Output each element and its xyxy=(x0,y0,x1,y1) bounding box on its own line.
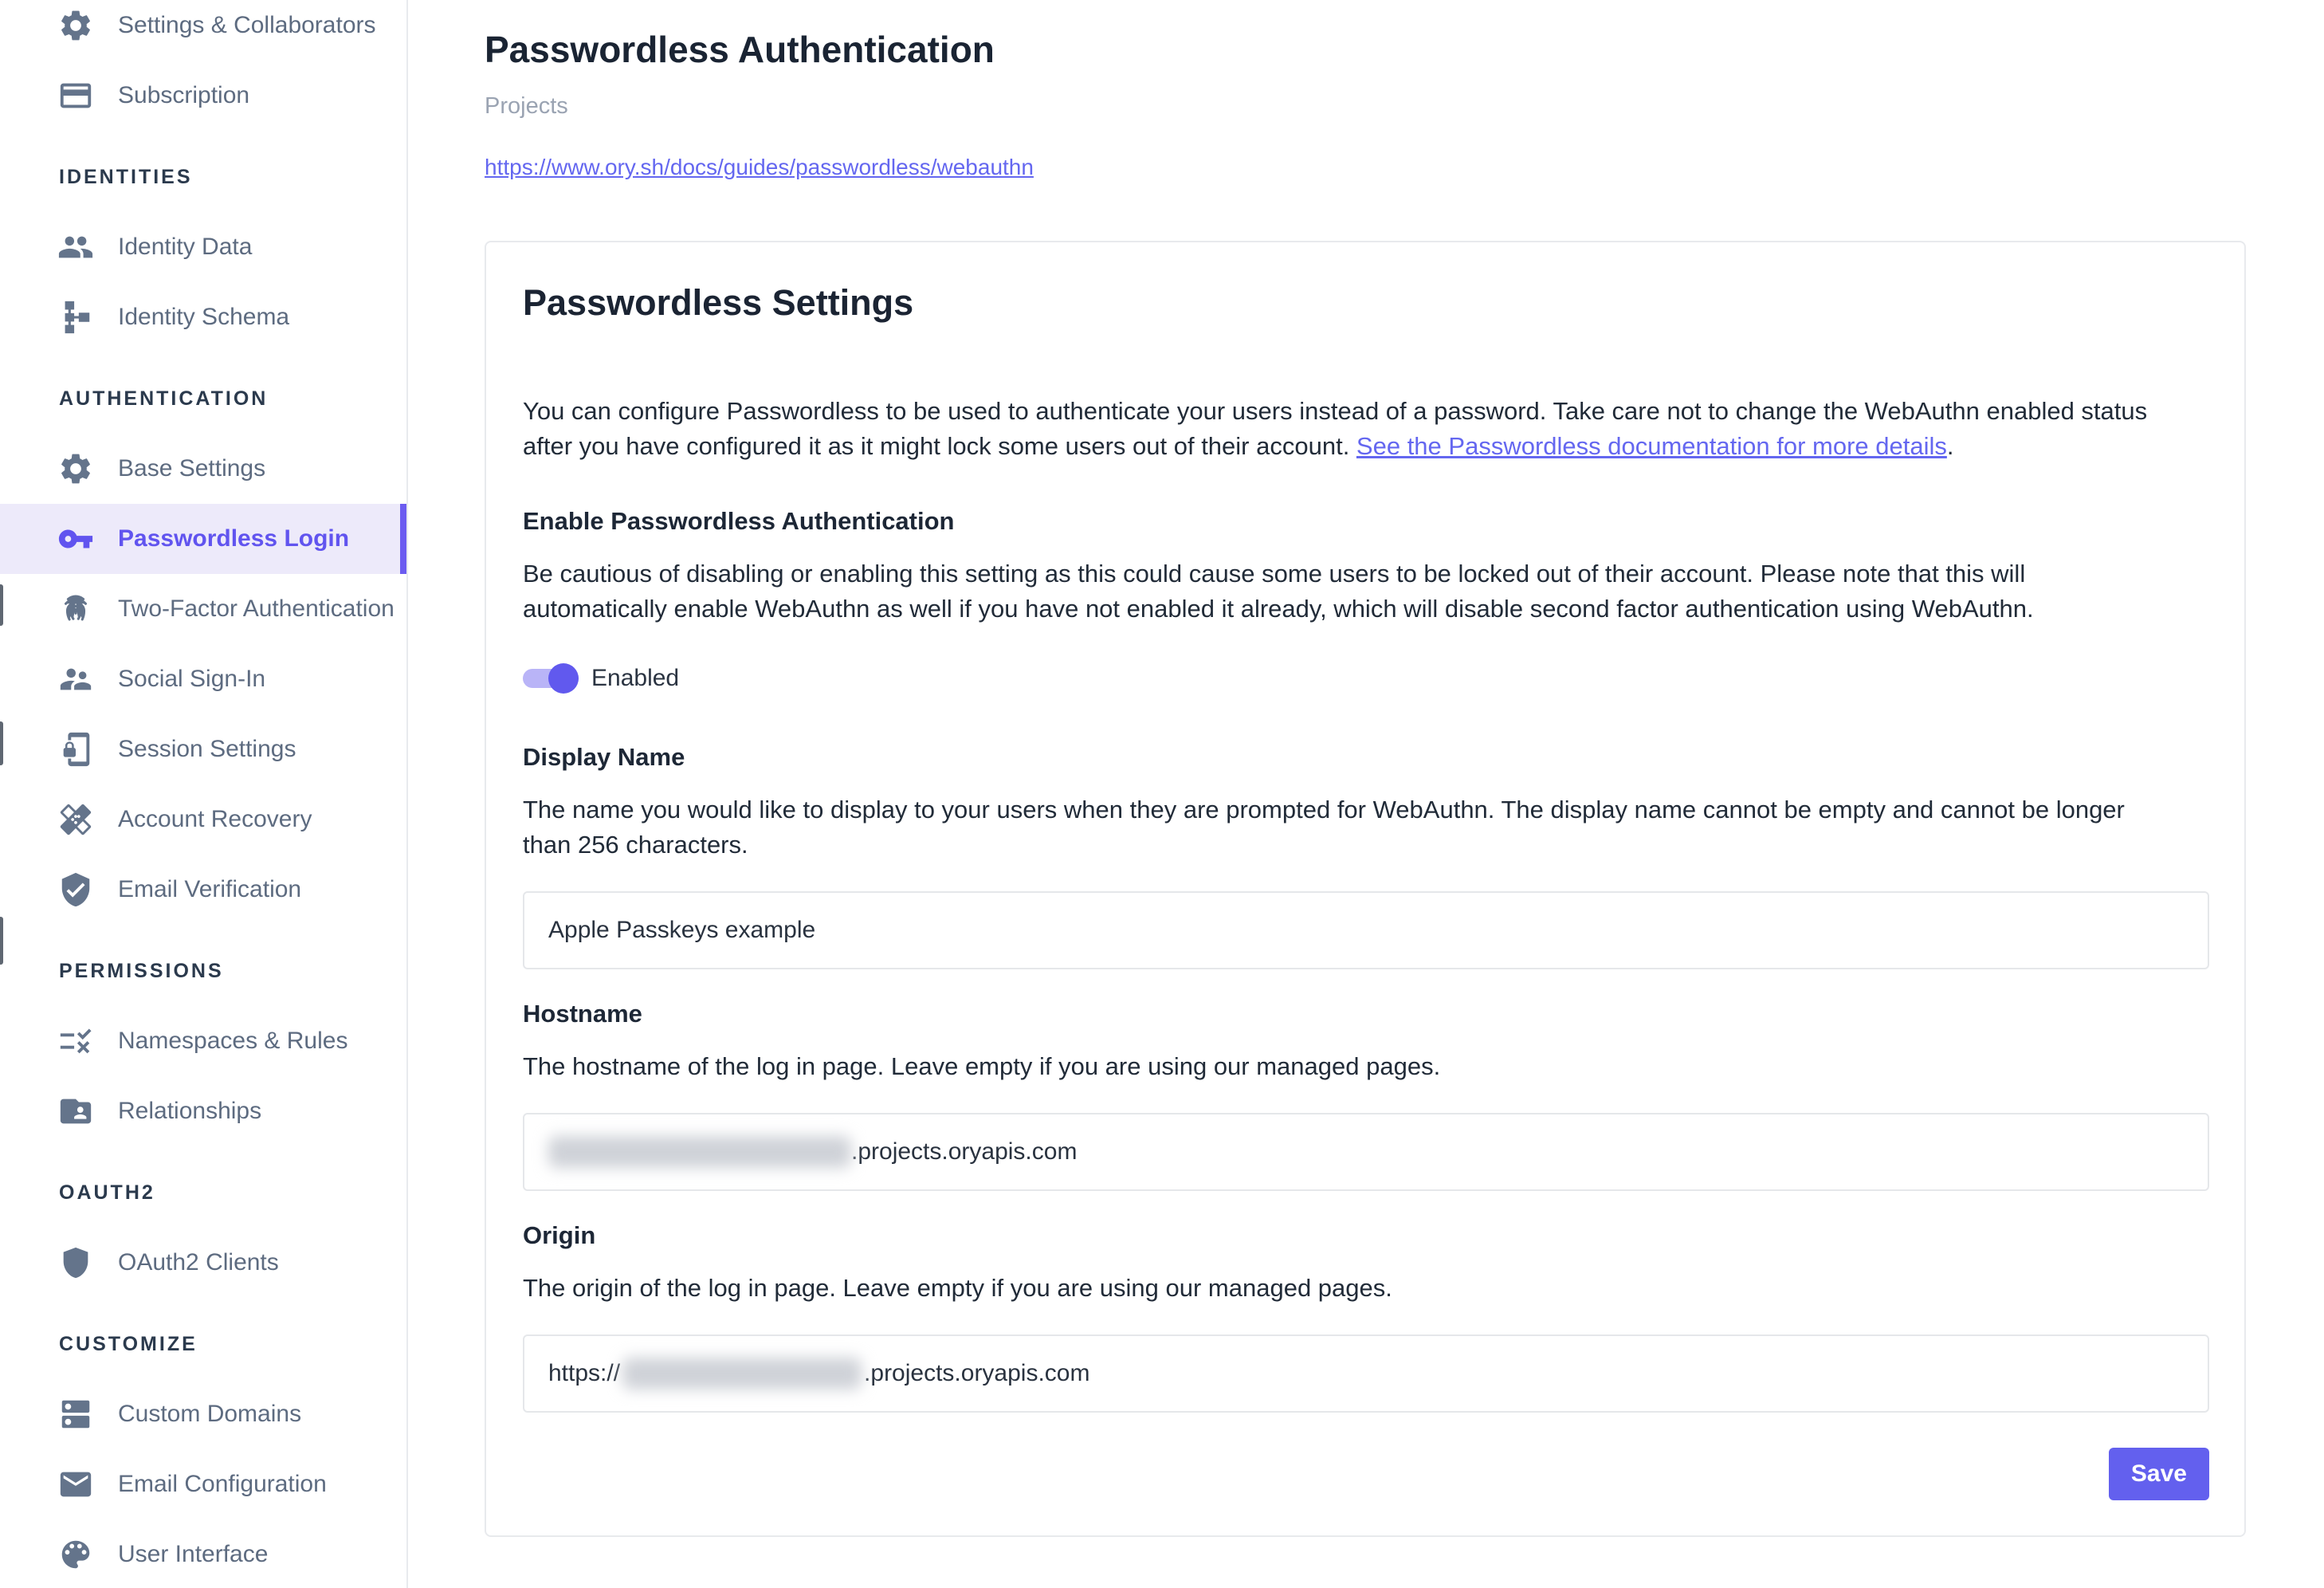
sidebar-item-label: Two-Factor Authentication xyxy=(118,596,395,622)
shield-icon xyxy=(57,1244,94,1281)
sidebar-item-label: Identity Data xyxy=(118,234,253,260)
display-name-heading: Display Name xyxy=(523,742,685,771)
sidebar-item-relationships[interactable] xyxy=(0,1076,406,1146)
origin-suffix: .projects.oryapis.com xyxy=(864,1359,1090,1386)
enable-toggle-row xyxy=(523,663,2209,694)
enable-heading: Enable Passwordless Authentication xyxy=(523,506,955,535)
sidebar-item-account-recovery[interactable] xyxy=(0,784,406,855)
sidebar-item-label: OAuth2 Clients xyxy=(118,1249,279,1276)
sidebar-item-settings-collaborators[interactable] xyxy=(0,0,406,61)
redacted-project-slug xyxy=(622,1358,862,1390)
origin-heading: Origin xyxy=(523,1220,596,1249)
doc-link[interactable]: https://www.ory.sh/docs/guides/passwordless/webauthn xyxy=(485,154,1034,179)
sidebar-item-label: Custom Domains xyxy=(118,1401,302,1427)
device-lock-icon xyxy=(57,731,94,768)
sidebar-item-label: Namespaces & Rules xyxy=(118,1028,348,1054)
intro-paragraph xyxy=(523,394,2165,464)
sidebar-section-authentication: AUTHENTICATION xyxy=(59,387,269,410)
palette-icon xyxy=(57,1536,94,1573)
toggle-knob xyxy=(548,663,579,694)
hostname-description: The hostname of the log in page. Leave empty if you are using our managed pages. xyxy=(523,1051,1441,1080)
sidebar-item-label: Settings & Collaborators xyxy=(118,12,376,38)
sidebar-item-namespaces-rules[interactable] xyxy=(0,1006,406,1076)
rule-icon xyxy=(57,1023,94,1059)
credit-card-icon xyxy=(57,77,94,114)
sidebar-item-custom-domains[interactable] xyxy=(0,1379,406,1449)
hostname-input[interactable] xyxy=(523,1113,2209,1191)
sidebar-item-social-sign-in[interactable] xyxy=(0,644,406,714)
sidebar-item-user-interface[interactable] xyxy=(0,1519,406,1588)
gear-icon xyxy=(57,7,94,44)
sidebar-item-base-settings[interactable] xyxy=(0,434,406,504)
page-title: Passwordless Authentication xyxy=(485,29,995,70)
sidebar xyxy=(0,0,408,1588)
key-icon xyxy=(57,521,94,557)
passwordless-docs-link[interactable]: See the Passwordless documentation for more details xyxy=(1356,431,1947,460)
display-name-input[interactable] xyxy=(523,891,2209,969)
sidebar-item-label: Session Settings xyxy=(118,736,296,762)
sidebar-item-label: Identity Schema xyxy=(118,304,290,330)
sidebar-item-email-configuration[interactable] xyxy=(0,1449,406,1519)
sidebar-item-label: Subscription xyxy=(118,82,250,108)
hostname-heading: Hostname xyxy=(523,999,642,1028)
intro-suffix: . xyxy=(1946,431,1954,460)
healing-icon xyxy=(57,801,94,838)
sidebar-section-oauth2: OAUTH2 xyxy=(59,1181,155,1204)
save-button[interactable]: Save xyxy=(2109,1448,2209,1500)
gear-icon xyxy=(57,450,94,487)
sidebar-section-customize: CUSTOMIZE xyxy=(59,1332,198,1355)
redacted-project-slug xyxy=(548,1136,851,1168)
passwordless-toggle[interactable] xyxy=(523,663,579,694)
mail-icon xyxy=(57,1466,94,1503)
sidebar-item-session-settings[interactable] xyxy=(0,714,406,784)
schema-icon xyxy=(57,299,94,336)
enable-description: Be cautious of disabling or enabling this setting as this could cause some users to be locked out of their account. Please note that this will automatically enable WebAuthn as well if you have not enabled it already, which will disable second factor authentication using WebAuthn. xyxy=(523,559,2034,623)
sidebar-item-identity-data[interactable] xyxy=(0,212,406,282)
sidebar-item-label: Email Verification xyxy=(118,876,302,902)
origin-prefix: https:// xyxy=(548,1359,621,1386)
sidebar-section-identities: IDENTITIES xyxy=(59,165,193,188)
breadcrumb: Projects xyxy=(485,92,568,119)
folder-shared-icon xyxy=(57,1093,94,1130)
sidebar-item-identity-schema[interactable] xyxy=(0,282,406,352)
card-title: Passwordless Settings xyxy=(523,281,914,323)
fingerprint-icon xyxy=(57,591,94,627)
sidebar-item-email-verification[interactable] xyxy=(0,855,406,925)
save-row xyxy=(523,1448,2209,1500)
sidebar-item-passwordless-login[interactable] xyxy=(0,504,406,574)
passwordless-settings-card xyxy=(485,241,2246,1537)
display-name-description: The name you would like to display to your users when they are prompted for WebAuthn. The display name cannot be empty and cannot be longer than 256 characters. xyxy=(523,795,2125,859)
origin-input[interactable] xyxy=(523,1334,2209,1413)
sidebar-item-label: Passwordless Login xyxy=(118,525,350,552)
sidebar-item-two-factor[interactable] xyxy=(0,574,406,644)
people-icon xyxy=(57,229,94,265)
sidebar-item-subscription[interactable] xyxy=(0,61,406,131)
origin-description: The origin of the log in page. Leave empty if you are using our managed pages. xyxy=(523,1273,1392,1302)
people-icon xyxy=(57,661,94,698)
sidebar-item-label: Email Configuration xyxy=(118,1471,327,1497)
sidebar-nav xyxy=(0,0,406,1588)
sidebar-item-label: Relationships xyxy=(118,1098,262,1124)
hostname-suffix: .projects.oryapis.com xyxy=(851,1138,1078,1165)
sidebar-item-oauth2-clients[interactable] xyxy=(0,1228,406,1298)
sidebar-item-label: Account Recovery xyxy=(118,806,312,832)
main-content xyxy=(408,0,2324,1588)
intro-text: You can configure Passwordless to be used to authenticate your users instead of a password. Take care not to change the WebAuthn enabled status after you have configured it as it might lock some users out of their account. xyxy=(523,396,2148,460)
sidebar-item-label: Social Sign-In xyxy=(118,666,266,692)
sidebar-item-label: Base Settings xyxy=(118,455,266,482)
server-icon xyxy=(57,1396,94,1433)
sidebar-item-label: User Interface xyxy=(118,1541,269,1567)
sidebar-section-permissions: PERMISSIONS xyxy=(59,959,224,982)
shield-check-icon xyxy=(57,871,94,908)
toggle-label: Enabled xyxy=(591,664,680,691)
